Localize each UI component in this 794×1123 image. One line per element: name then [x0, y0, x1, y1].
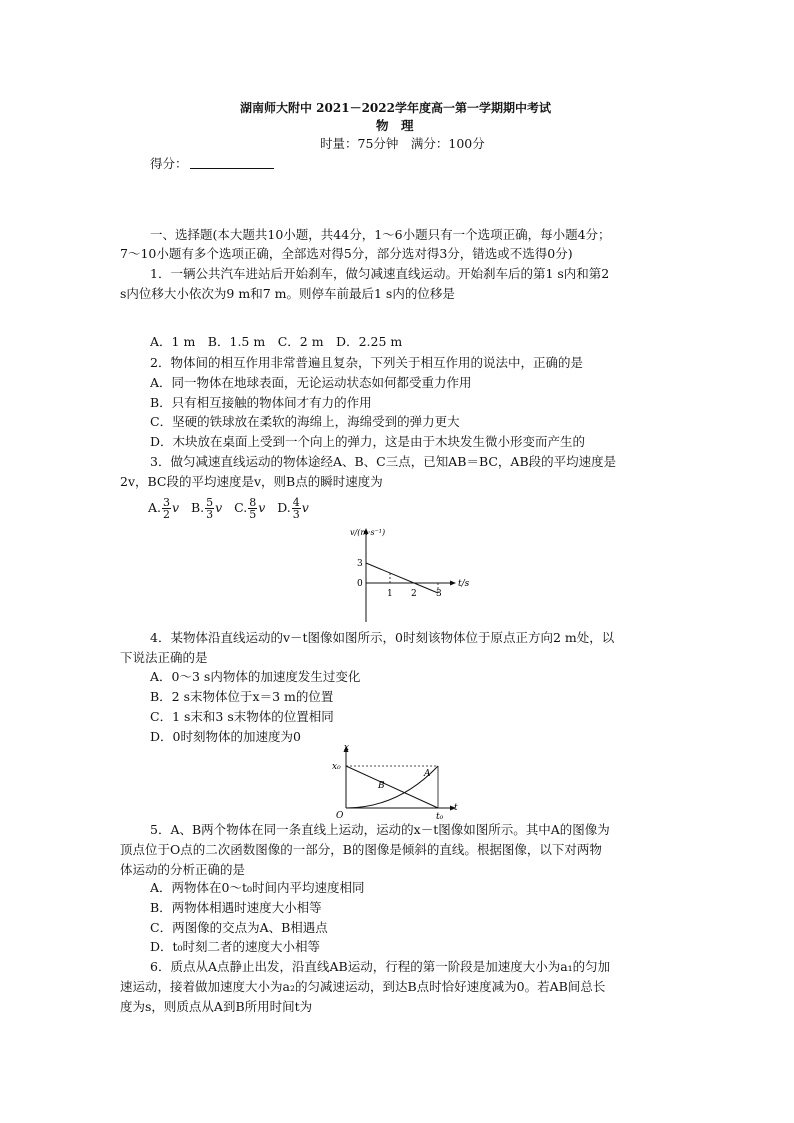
q3-line2: 2v，BC段的平均速度是v，则B点的瞬时速度为 [120, 474, 383, 489]
q2-option-d: D．木块放在桌面上受到一个向上的弹力，这是由于木块发生微小形变而产生的 [150, 434, 586, 449]
q3-option-b: B. $\frac{5}{3}$ v [191, 496, 223, 521]
vt-y-label: v/(m·s⁻¹) [350, 528, 386, 537]
q1-options: A．1 m B．1.5 m C．2 m D．2.25 m [150, 334, 403, 349]
q5-option-d: D．t₀时刻二者的速度大小相等 [150, 939, 321, 954]
time-info: 时量：75分钟 满分：100分 [320, 136, 485, 151]
q3-line1: 3．做匀减速直线运动的物体途经A、B、C三点，已知AB＝BC，AB段的平均速度是 [150, 454, 617, 469]
q6-line3: 度为s，则质点从A到B所用时间t为 [120, 999, 313, 1014]
xt-label-b: B [378, 781, 385, 791]
q3-options [148, 494, 309, 522]
q2-option-b: B．只有相互接触的物体间才有力的作用 [150, 395, 372, 410]
q5-line3: 体运动的分析正确的是 [120, 862, 246, 877]
vt-graph-line [366, 563, 438, 593]
q5-option-b: B．两物体相遇时速度大小相等 [150, 900, 322, 915]
q4-line1: 4．某物体沿直线运动的v－t图像如图所示，0时刻该物体位于原点正方向2 m处，以 [150, 630, 615, 645]
xt-x-label: t [454, 803, 458, 813]
q6-line1: 6．质点从A点静止出发，沿直线AB运动，行程的第一阶段是加速度大小为a₁的匀加 [150, 959, 611, 974]
section-heading-2: 7～10小题有多个选项正确，全部选对得5分，部分选对得3分，错选或不选得0分) [120, 246, 573, 261]
vt-x-tick-3: 3 [436, 589, 442, 599]
q5-option-a: A．两物体在0～t₀时间内平均速度相同 [150, 880, 365, 895]
q5-option-c: C．两图像的交点为A、B相遇点 [150, 920, 328, 935]
q4-option-d: D．0时刻物体的加速度为0 [150, 729, 301, 744]
vt-x-arrow [450, 581, 456, 586]
xt-y-label: x [344, 743, 350, 753]
xt-label-a: A [424, 769, 431, 779]
vt-graph [340, 522, 480, 628]
q4-option-b: B．2 s末物体位于x＝3 m的位置 [150, 689, 334, 704]
vt-x-tick-2: 2 [411, 589, 417, 599]
score-label: 得分： [150, 156, 188, 171]
vt-y-tick-3: 3 [357, 559, 363, 569]
q5-line1: 5．A、B两个物体在同一条直线上运动，运动的x－t图像如图所示。其中A的图像为 [150, 822, 610, 837]
q3-option-a: A. $\frac{3}{2}$ v [148, 496, 180, 521]
score-blank-line[interactable] [190, 168, 274, 169]
q6-line2: 速运动，接着做加速度大小为a₂的匀减速运动，到达B点时恰好速度减为0。若AB间总长 [120, 979, 606, 994]
vt-x-label: t/s [458, 579, 470, 589]
q2-stem: 2．物体间的相互作用非常普遍且复杂，下列关于相互作用的说法中，正确的是 [150, 355, 583, 370]
q5-line2: 顶点位于O点的二次函数图像的一部分，B的图像是倾斜的直线。根据图像，以下对两物 [120, 842, 602, 857]
q4-line2: 下说法正确的是 [120, 650, 208, 665]
vt-x-tick-1: 1 [387, 589, 393, 599]
q1-line2: s内位移大小依次为9 m和7 m。则停车前最后1 s内的位移是 [120, 286, 455, 301]
xt-x0-label: x₀ [332, 762, 341, 772]
vt-origin: 0 [357, 579, 363, 589]
exam-title: 湖南师大附中 2021－2022学年度高一第一学期期中考试 [240, 101, 551, 115]
q4-option-c: C．1 s末和3 s末物体的位置相同 [150, 709, 334, 724]
xt-t0-label: t₀ [436, 812, 444, 822]
xt-graph [328, 742, 468, 822]
section-heading-1: 一、选择题(本大题共10小题，共44分，1～6小题只有一个选项正确，每小题4分； [150, 227, 611, 242]
q4-option-a: A．0～3 s内物体的加速度发生过变化 [150, 669, 361, 684]
q2-option-c: C．坚硬的铁球放在柔软的海绵上，海绵受到的弹力更大 [150, 414, 460, 429]
q3-option-c: C. $\frac{8}{5}$ v [234, 496, 266, 521]
q1-line1: 1．一辆公共汽车进站后开始刹车，做匀减速直线运动。开始刹车后的第1 s内和第2 [150, 266, 610, 281]
q2-option-a: A．同一物体在地球表面，无论运动状态如何都受重力作用 [150, 375, 472, 390]
subject-title: 物 理 [376, 118, 414, 133]
q3-option-d: D. $\frac{4}{3}$ v [277, 496, 309, 521]
xt-origin: O [336, 811, 344, 821]
